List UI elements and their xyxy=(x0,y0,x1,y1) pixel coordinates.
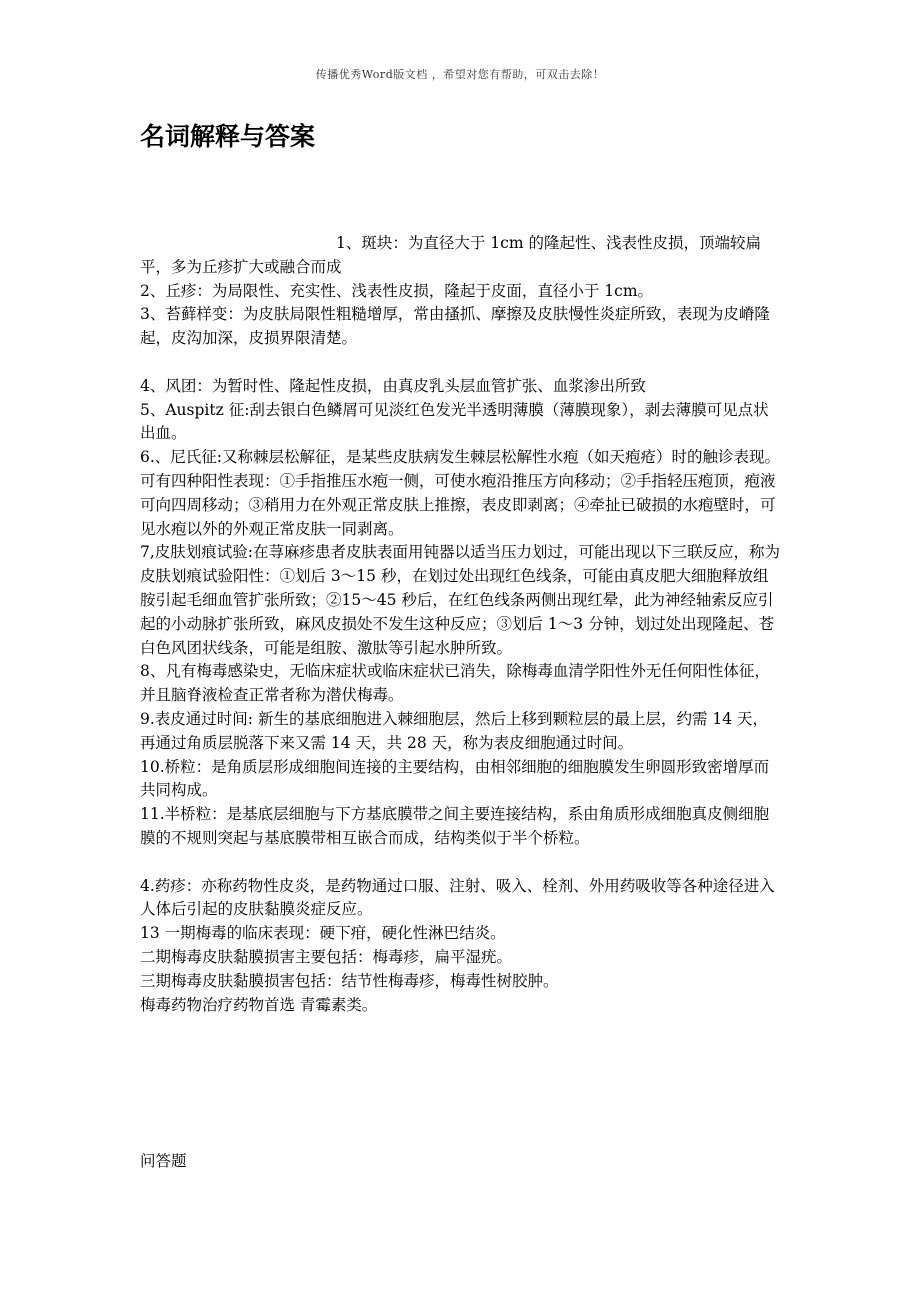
definition-paragraph-4: 4、风团：为暂时性、隆起性皮损，由真皮乳头层血管扩张、血浆渗出所致 xyxy=(140,376,646,395)
definition-paragraph-5: 5、Auspitz 征:刮去银白色鳞屑可见淡红色发光半透明薄膜（薄膜现象），剥去薄膜可见点状出血。 xyxy=(140,400,769,443)
definition-paragraph-10: 10.桥粒：是角质层形成细胞间连接的主要结构，由相邻细胞的细胞膜发生卵圆形致密增厚而共同构成。 xyxy=(140,757,770,800)
definition-paragraph-1: 1、斑块：为直径大于 1cm 的隆起性、浅表性皮损，顶端较扁平，多为丘疹扩大或融合而成 xyxy=(140,234,761,276)
syphilis-stage-2-line: 二期梅毒皮肤黏膜损害主要包括：梅毒疹，扁平湿疣。 xyxy=(140,947,513,966)
definition-paragraph-11: 11.半桥粒：是基底层细胞与下方基底膜带之间主要连接结构，系由角质形成细胞真皮侧细胞膜的不规则突起与基底膜带相互嵌合而成，结构类似于半个桥粒。 xyxy=(140,805,770,847)
definition-paragraph-3: 3、苔藓样变：为皮肤局限性粗糙增厚，常由搔抓、摩擦及皮肤慢性炎症所致，表现为皮嵴隆起，皮沟加深，皮损界限清楚。 xyxy=(140,305,770,348)
page-header-note: 传播优秀Word版文档 ，希望对您有帮助，可双击去除！ xyxy=(315,68,605,81)
definition-paragraph-9: 9.表皮通过时间: 新生的基底细胞进入棘细胞层，然后上移到颗粒层的最上层，约需 14 天，再通过角质层脱落下来又需 14 天，共 28 天，称为表皮细胞通过时间。 xyxy=(140,709,769,752)
definition-paragraph-2: 2、丘疹：为局限性、充实性、浅表性皮损，隆起于皮面，直径小于 1cm。 xyxy=(140,281,654,300)
definition-paragraph-drug-eruption: 4.药疹：亦称药物性皮炎，是药物通过口服、注射、吸入、栓剂、外用药吸收等各种途径进入人体后引起的皮肤黏膜炎症反应。 xyxy=(140,876,775,919)
definition-paragraph-8: 8、凡有梅毒感染史，无临床症状或临床症状已消失，除梅毒血清学阳性外无任何阳性体征，并且脑脊液检查正常者称为潜伏梅毒。 xyxy=(140,662,770,705)
definition-paragraph-7: 7,皮肤划痕试验:在荨麻疹患者皮肤表面用钝器以适当压力划过，可能出现以下三联反应，称为皮肤划痕试验阳性：①划后 3～15 秒，在划过处出现红色线条，可能由真皮肥大细胞释放组胺引起毛细血管扩张所致；②15～45 秒后，在红色线条两侧出现红晕，此为神经轴索反应引起的小动脉扩张所致，麻风皮损处不发生这种反应；③划后 1～3 分钟，划过处出现隆起、苍白色风团状线条，可能是组胺、激肽等引起水肿所致。 xyxy=(140,543,781,657)
syphilis-treatment-line: 梅毒药物治疗药物首选 青霉素类。 xyxy=(140,995,378,1014)
document-title: 名词解释与答案 xyxy=(140,122,316,151)
document-body xyxy=(140,232,780,1017)
qa-section-heading: 问答题 xyxy=(140,1152,187,1170)
syphilis-stage-3-line: 三期梅毒皮肤黏膜损害包括：结节性梅毒疹，梅毒性树胶肿。 xyxy=(140,971,559,990)
definition-paragraph-13: 13 一期梅毒的临床表现：硬下疳，硬化性淋巴结炎。 xyxy=(140,924,506,943)
definition-paragraph-6: 6.、尼氏征:又称棘层松解征，是某些皮肤病发生棘层松解性水疱（如天疱疮）时的触诊表现。可有四种阳性表现：①手指推压水疱一侧，可使水疱沿推压方向移动；②手指轻压疱顶，疱液可向四周移动；③稍用力在外观正常皮肤上推擦，表皮即剥离；④牵扯已破损的水疱壁时，可见水疱以外的外观正常皮肤一同剥离。 xyxy=(140,448,781,538)
